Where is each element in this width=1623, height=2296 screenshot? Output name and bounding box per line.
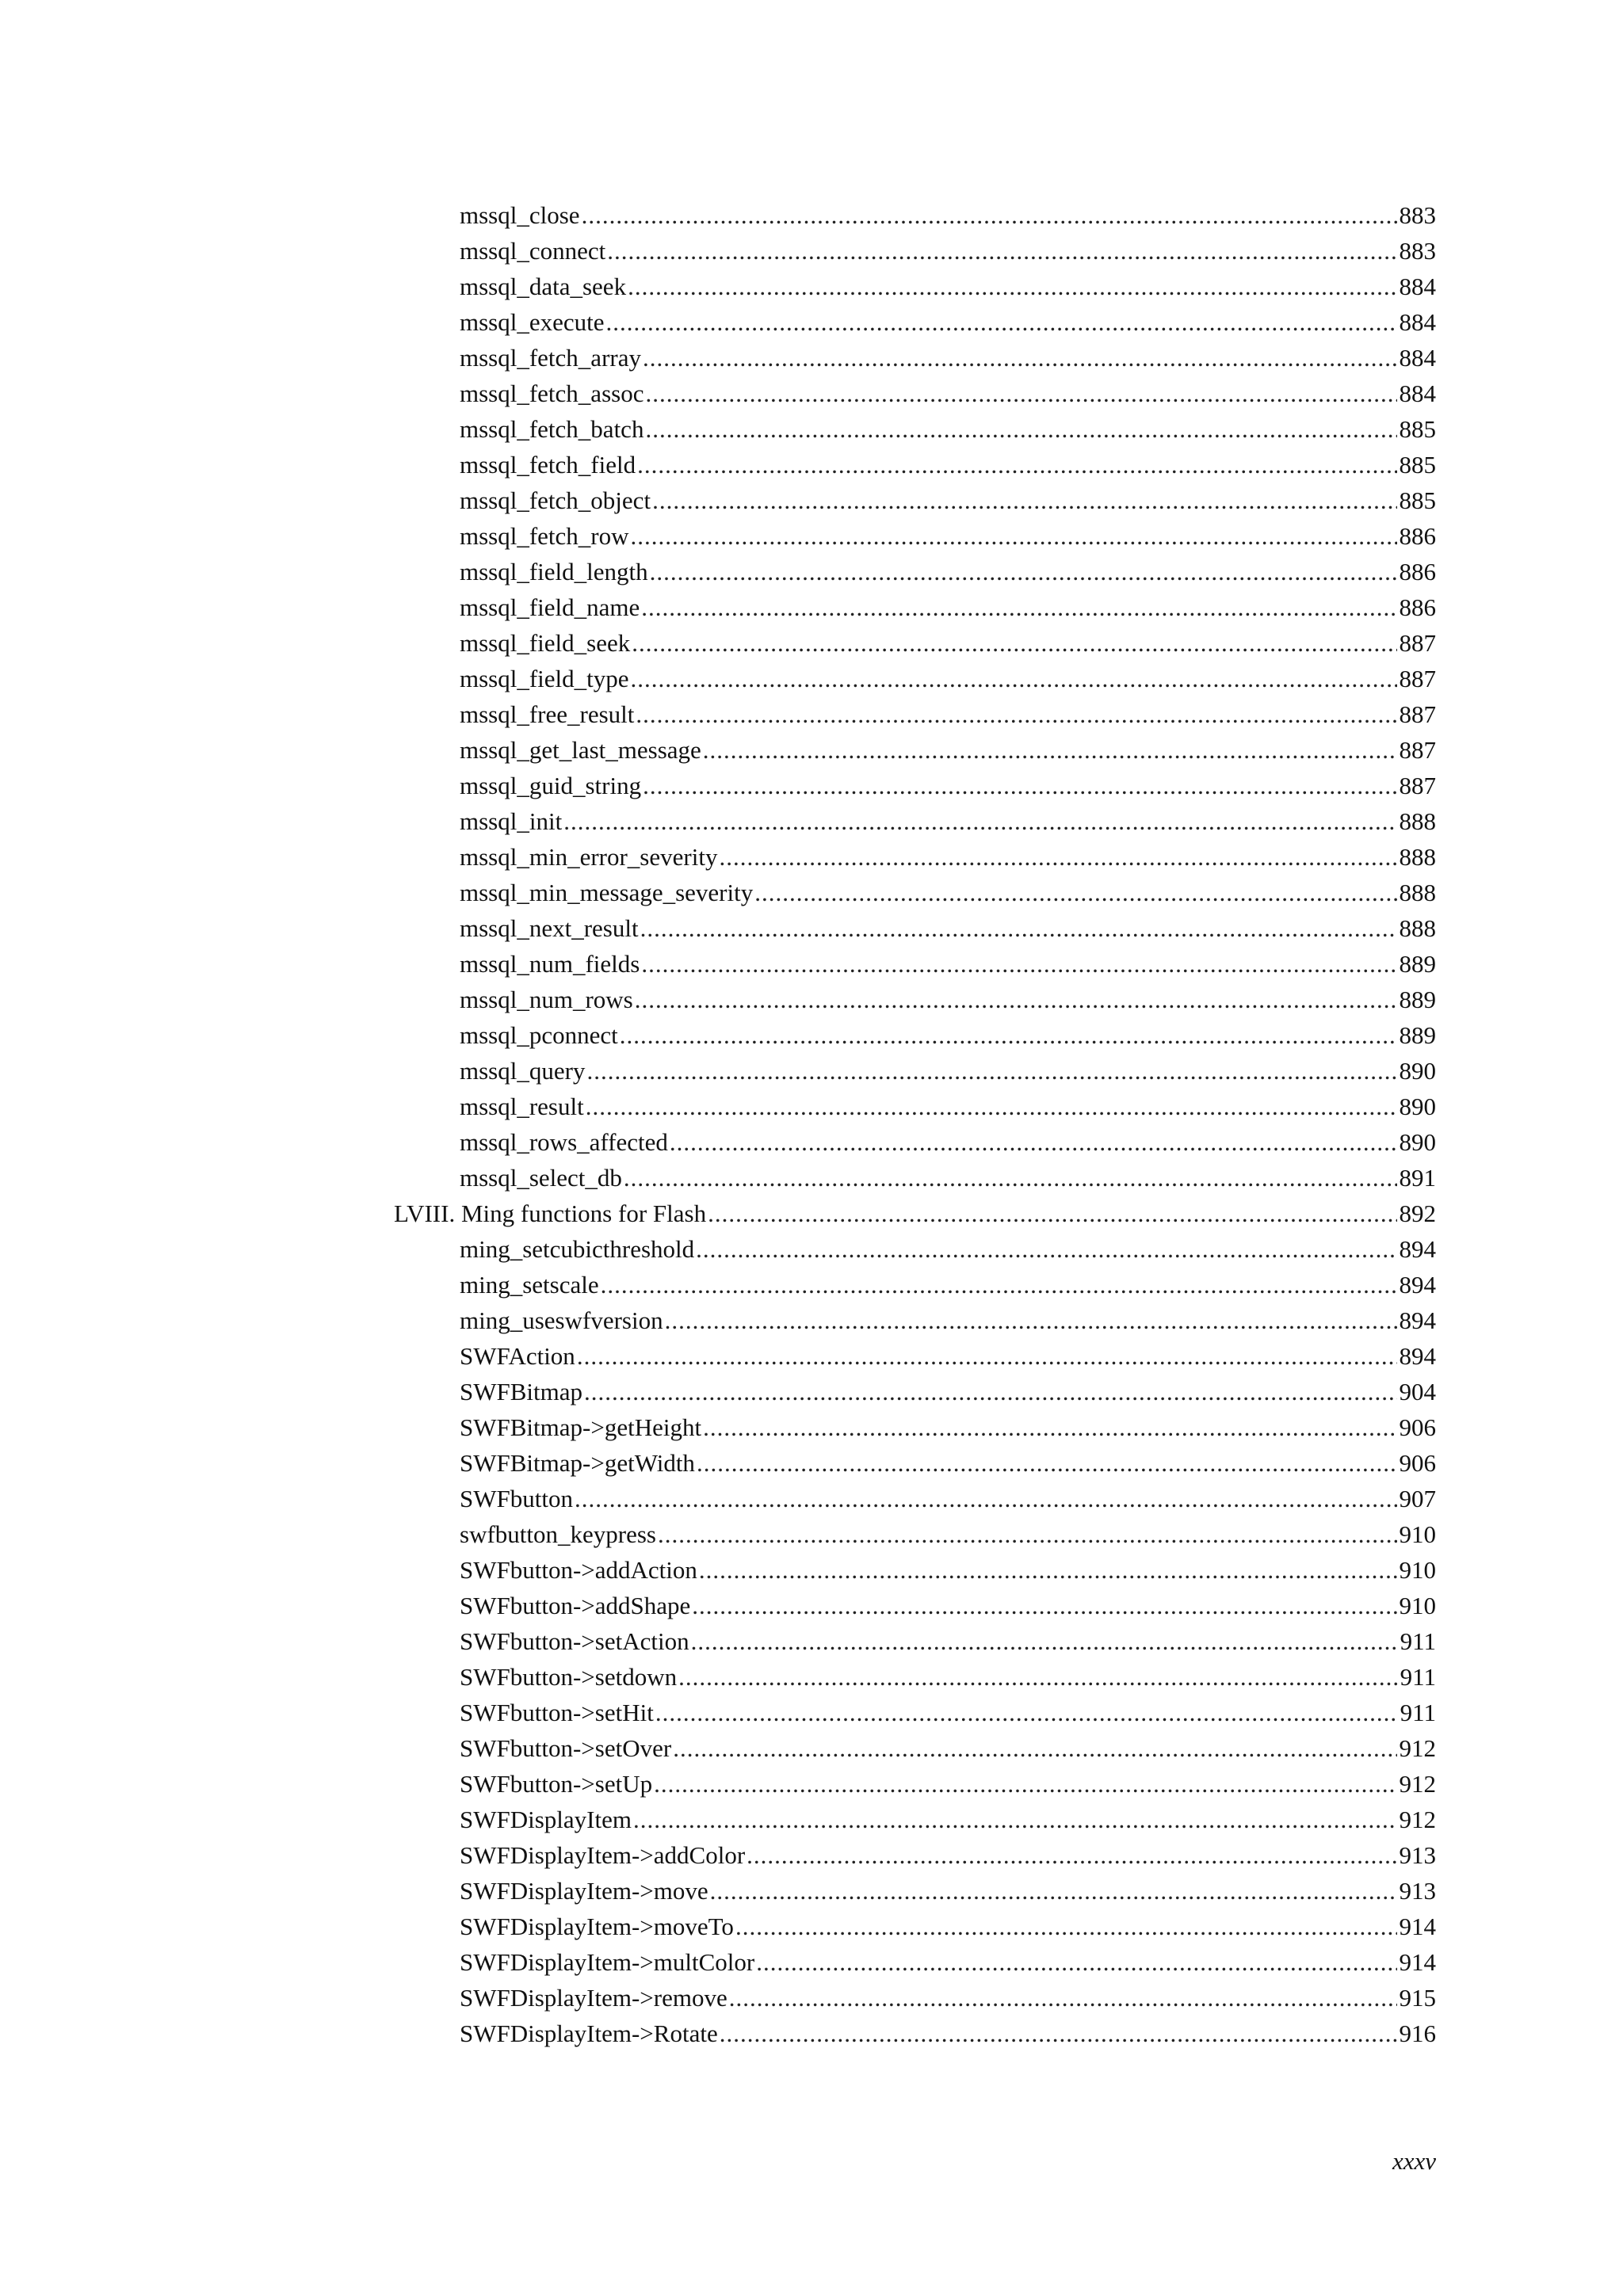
toc-entry-title: ming_useswfversion [460,1306,663,1334]
toc-entry[interactable] [0,447,1436,482]
toc-dot-leader [628,269,1396,304]
toc-dot-leader [652,482,1396,518]
toc-dot-leader [692,1588,1396,1623]
toc-entry-title: LVIII. Ming functions for Flash [394,1199,707,1227]
toc-dot-leader [645,411,1396,447]
toc-entry-title: SWFDisplayItem->addColor [460,1841,746,1869]
toc-dot-leader [720,2016,1397,2051]
toc-dot-leader [735,1909,1397,1944]
toc-entry[interactable] [0,875,1436,910]
toc-dot-leader [624,1160,1397,1196]
toc-entry-title: mssql_field_type [460,665,629,692]
toc-entry-page: 911 [1400,1663,1436,1691]
toc-entry[interactable] [0,1160,1436,1196]
toc-entry[interactable] [0,554,1436,589]
toc-entry-title: SWFDisplayItem->remove [460,1984,727,2012]
toc-dot-leader [697,1445,1397,1481]
toc-entry[interactable] [0,1409,1436,1445]
toc-entry[interactable] [0,1873,1436,1909]
toc-entry-page: 887 [1399,629,1436,657]
toc-entry[interactable] [0,1766,1436,1802]
toc-dot-leader [703,732,1397,768]
toc-entry[interactable] [0,661,1436,696]
toc-dot-leader [691,1623,1398,1659]
toc-entry-page: 889 [1399,1021,1436,1049]
toc-entry[interactable] [0,1481,1436,1516]
toc-dot-leader [636,696,1396,732]
toc-dot-leader [637,447,1396,482]
toc-entry[interactable] [0,518,1436,554]
page-number: xxxv [1392,2147,1436,2175]
toc-entry-title: mssql_next_result [460,914,639,942]
toc-entry-title: mssql_data_seek [460,273,627,300]
toc-dot-leader [631,518,1397,554]
toc-dot-leader [747,1837,1396,1873]
toc-entry[interactable] [0,482,1436,518]
toc-entry-page: 907 [1399,1485,1436,1512]
toc-dot-leader [640,910,1397,946]
toc-entry[interactable] [0,1089,1436,1124]
table-of-contents [0,197,1623,2051]
toc-entry-page: 887 [1399,700,1436,728]
toc-entry-title: mssql_connect [460,237,606,265]
toc-dot-leader [633,1802,1397,1837]
toc-entry-page: 910 [1399,1520,1436,1548]
toc-entry-page: 889 [1399,950,1436,978]
toc-entry-page: 912 [1399,1770,1436,1798]
toc-dot-leader [650,554,1397,589]
toc-entry-page: 887 [1399,665,1436,692]
toc-entry-title: mssql_guid_string [460,772,642,799]
toc-dot-leader [586,1053,1396,1089]
toc-entry[interactable] [0,1659,1436,1695]
toc-entry-title: ming_setscale [460,1271,599,1299]
toc-entry-title: ming_setcubicthreshold [460,1235,695,1263]
toc-entry-page: 888 [1399,879,1436,906]
toc-dot-leader [601,1267,1397,1302]
toc-entry[interactable] [0,1588,1436,1623]
toc-dot-leader [710,1873,1397,1909]
toc-dot-leader [708,1196,1396,1231]
toc-entry[interactable] [0,1837,1436,1873]
toc-entry-page: 889 [1399,986,1436,1013]
toc-dot-leader [756,1944,1396,1980]
toc-entry[interactable] [0,1017,1436,1053]
toc-entry-page: 906 [1399,1449,1436,1477]
toc-entry-page: 894 [1399,1342,1436,1370]
toc-entry[interactable] [0,2016,1436,2051]
toc-entry-title: SWFbutton->setHit [460,1699,654,1726]
toc-dot-leader [729,1980,1397,2016]
toc-entry[interactable] [0,1445,1436,1481]
toc-entry-title: mssql_result [460,1093,584,1120]
toc-entry[interactable] [0,1909,1436,1944]
toc-entry[interactable] [0,340,1436,376]
toc-entry-page: 887 [1399,736,1436,764]
toc-dot-leader [606,304,1397,340]
toc-dot-leader [696,1231,1396,1267]
toc-entry[interactable] [0,1944,1436,1980]
toc-entry-page: 911 [1400,1627,1436,1655]
toc-entry[interactable] [0,1302,1436,1338]
toc-entry-title: SWFbutton->addShape [460,1592,691,1619]
toc-dot-leader [577,1338,1397,1374]
toc-entry[interactable] [0,732,1436,768]
toc-entry[interactable] [0,1267,1436,1302]
toc-entry-page: 911 [1400,1699,1436,1726]
toc-entry[interactable] [0,803,1436,839]
toc-entry-title: SWFbutton [460,1485,573,1512]
toc-dot-leader [654,1766,1396,1802]
toc-entry[interactable] [0,768,1436,803]
toc-dot-leader [632,625,1396,661]
toc-entry[interactable] [0,946,1436,982]
toc-dot-leader [645,376,1396,411]
toc-dot-leader [641,946,1396,982]
toc-entry-page: 884 [1399,379,1436,407]
toc-entry[interactable] [0,1552,1436,1588]
toc-entry-title: mssql_query [460,1057,586,1085]
toc-entry-title: mssql_free_result [460,700,635,728]
toc-entry-title: mssql_execute [460,308,605,336]
toc-entry[interactable] [0,910,1436,946]
toc-entry-title: SWFDisplayItem->multColor [460,1948,755,1976]
toc-entry-title: mssql_fetch_field [460,451,636,479]
toc-entry-page: 886 [1399,522,1436,550]
toc-entry[interactable] [0,1053,1436,1089]
toc-entry-title: mssql_rows_affected [460,1128,668,1156]
toc-entry-page: 910 [1399,1592,1436,1619]
toc-entry-title: mssql_fetch_row [460,522,629,550]
toc-entry[interactable] [0,982,1436,1017]
toc-entry-title: SWFbutton->setUp [460,1770,653,1798]
toc-entry-page: 894 [1399,1235,1436,1263]
toc-entry-page: 910 [1399,1556,1436,1584]
toc-entry-page: 887 [1399,772,1436,799]
toc-entry-page: 894 [1399,1306,1436,1334]
toc-entry-title: mssql_min_error_severity [460,843,718,871]
toc-entry[interactable] [0,269,1436,304]
toc-entry-title: mssql_num_fields [460,950,640,978]
toc-entry[interactable] [0,1623,1436,1659]
toc-dot-leader [620,1017,1397,1053]
toc-dot-leader [643,768,1396,803]
toc-dot-leader [678,1659,1398,1695]
toc-dot-leader [703,1409,1396,1445]
toc-entry[interactable] [0,197,1436,233]
toc-entry-title: SWFDisplayItem->move [460,1877,708,1905]
toc-entry-page: 904 [1399,1378,1436,1405]
toc-entry-title: SWFDisplayItem->Rotate [460,2019,718,2047]
toc-entry-title: SWFbutton->addAction [460,1556,697,1584]
toc-entry-title: mssql_pconnect [460,1021,618,1049]
toc-dot-leader [635,982,1397,1017]
toc-entry-title: mssql_num_rows [460,986,633,1013]
toc-dot-leader [631,661,1397,696]
toc-entry-title: SWFbutton->setOver [460,1734,672,1762]
toc-entry-title: mssql_select_db [460,1164,622,1192]
toc-dot-leader [665,1302,1397,1338]
toc-entry-page: 884 [1399,308,1436,336]
toc-dot-leader [643,340,1397,376]
toc-dot-leader [670,1124,1397,1160]
toc-entry-title: SWFBitmap->getWidth [460,1449,695,1477]
toc-entry-title: SWFbutton->setAction [460,1627,689,1655]
toc-entry[interactable] [0,1231,1436,1267]
toc-entry[interactable] [0,376,1436,411]
toc-dot-leader [673,1730,1396,1766]
toc-entry-title: SWFDisplayItem->moveTo [460,1913,734,1940]
toc-entry-title: mssql_init [460,807,563,835]
toc-entry-page: 888 [1399,843,1436,871]
toc-entry-page: 885 [1399,451,1436,479]
toc-entry-title: SWFbutton->setdown [460,1663,678,1691]
toc-dot-leader [658,1516,1397,1552]
toc-entry-title: SWFAction [460,1342,575,1370]
toc-dot-leader [607,233,1396,269]
toc-entry-page: 885 [1399,415,1436,443]
toc-dot-leader [641,589,1396,625]
toc-entry-title: SWFBitmap->getHeight [460,1413,702,1441]
toc-entry-page: 886 [1399,558,1436,585]
toc-entry[interactable] [0,1338,1436,1374]
toc-entry-title: mssql_field_seek [460,629,631,657]
toc-entry-page: 913 [1399,1841,1436,1869]
toc-dot-leader [584,1374,1396,1409]
toc-entry-page: 914 [1399,1913,1436,1940]
toc-entry-title: mssql_fetch_object [460,486,651,514]
toc-entry-page: 888 [1399,807,1436,835]
toc-entry-page: 890 [1399,1093,1436,1120]
toc-entry-page: 884 [1399,344,1436,372]
toc-dot-leader [575,1481,1397,1516]
toc-entry[interactable] [0,696,1436,732]
toc-entry-page: 886 [1399,593,1436,621]
toc-entry[interactable] [0,1695,1436,1730]
toc-chapter-entry[interactable] [0,1196,1436,1231]
toc-entry-title: mssql_fetch_batch [460,415,644,443]
toc-entry[interactable] [0,839,1436,875]
toc-entry-page: 888 [1399,914,1436,942]
toc-entry-page: 890 [1399,1128,1436,1156]
toc-entry-page: 883 [1399,201,1436,229]
toc-entry[interactable] [0,304,1436,340]
toc-entry-title: mssql_fetch_array [460,344,641,372]
toc-entry-title: mssql_get_last_message [460,736,701,764]
toc-entry-page: 890 [1399,1057,1436,1085]
toc-dot-leader [754,875,1396,910]
toc-entry-page: 885 [1399,486,1436,514]
toc-entry-page: 906 [1399,1413,1436,1441]
toc-entry-page: 894 [1399,1271,1436,1299]
toc-entry-page: 883 [1399,237,1436,265]
toc-entry-page: 884 [1399,273,1436,300]
toc-entry-page: 915 [1399,1984,1436,2012]
toc-dot-leader [586,1089,1397,1124]
toc-entry-page: 892 [1399,1199,1436,1227]
toc-entry[interactable] [0,625,1436,661]
toc-entry-page: 914 [1399,1948,1436,1976]
toc-dot-leader [655,1695,1398,1730]
toc-entry-page: 916 [1399,2019,1436,2047]
toc-entry[interactable] [0,411,1436,447]
toc-entry-title: mssql_field_length [460,558,648,585]
toc-dot-leader [719,839,1396,875]
toc-entry-title: mssql_field_name [460,593,640,621]
toc-entry-page: 913 [1399,1877,1436,1905]
toc-dot-leader [563,803,1396,839]
toc-entry-title: SWFBitmap [460,1378,583,1405]
toc-entry-page: 912 [1399,1734,1436,1762]
toc-entry[interactable] [0,1730,1436,1766]
toc-entry[interactable] [0,589,1436,625]
toc-dot-leader [699,1552,1397,1588]
toc-entry-title: swfbutton_keypress [460,1520,656,1548]
toc-entry[interactable] [0,1802,1436,1837]
toc-entry[interactable] [0,233,1436,269]
toc-entry[interactable] [0,1980,1436,2016]
toc-entry[interactable] [0,1124,1436,1160]
toc-entry-page: 891 [1399,1164,1436,1192]
toc-entry-title: mssql_close [460,201,580,229]
toc-entry[interactable] [0,1516,1436,1552]
toc-entry-page: 912 [1399,1806,1436,1833]
toc-dot-leader [582,197,1397,233]
toc-entry-title: mssql_fetch_assoc [460,379,644,407]
toc-entry[interactable] [0,1374,1436,1409]
toc-entry-title: mssql_min_message_severity [460,879,754,906]
toc-entry-title: SWFDisplayItem [460,1806,632,1833]
